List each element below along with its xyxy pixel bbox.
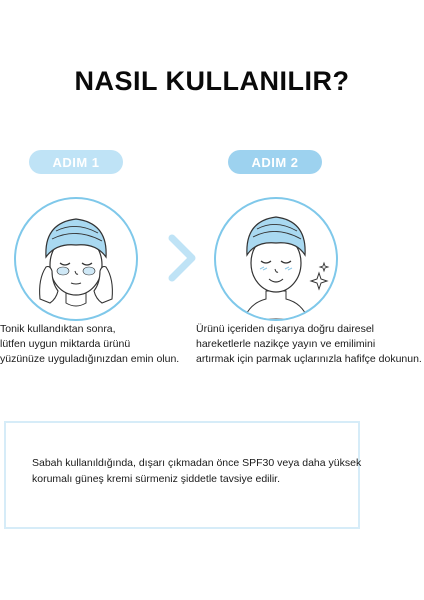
- note-line: Sabah kullanıldığında, dışarı çıkmadan önce SPF30 veya daha yüksek: [32, 457, 362, 469]
- step-2-illustration: [214, 197, 338, 321]
- step-2-badge: ADIM 2: [228, 150, 322, 174]
- step-1-illustration: [14, 197, 138, 321]
- face-towel-hands-cheeks-icon: [16, 199, 136, 319]
- step-2-line: Ürünü içeriden dışarıya doğru dairesel: [196, 323, 375, 335]
- step-1-badge: ADIM 1: [29, 150, 123, 174]
- face-towel-sparkle-icon: [216, 199, 336, 319]
- step-1-line: lütfen uygun miktarda ürünü: [0, 338, 131, 350]
- step-1-instructions: [0, 322, 190, 367]
- step-2-instructions: [196, 322, 424, 367]
- step-1-line: Tonik kullandıktan sonra,: [0, 323, 116, 335]
- page-title: NASIL KULLANILIR?: [74, 66, 350, 96]
- step-2-line: hareketlerle nazikçe yayın ve emilimini: [196, 338, 376, 350]
- step-1-line: yüzünüze uyguladığınızdan emin olun.: [0, 353, 180, 365]
- note-line: korumalı güneş kremi sürmeniz şiddetle tavsiye edilir.: [32, 473, 281, 485]
- chevron-right-icon: [164, 232, 200, 284]
- step-2-line: artırmak için parmak uçlarınızla hafifçe dokunun.: [196, 353, 422, 365]
- sunscreen-note: [32, 455, 362, 487]
